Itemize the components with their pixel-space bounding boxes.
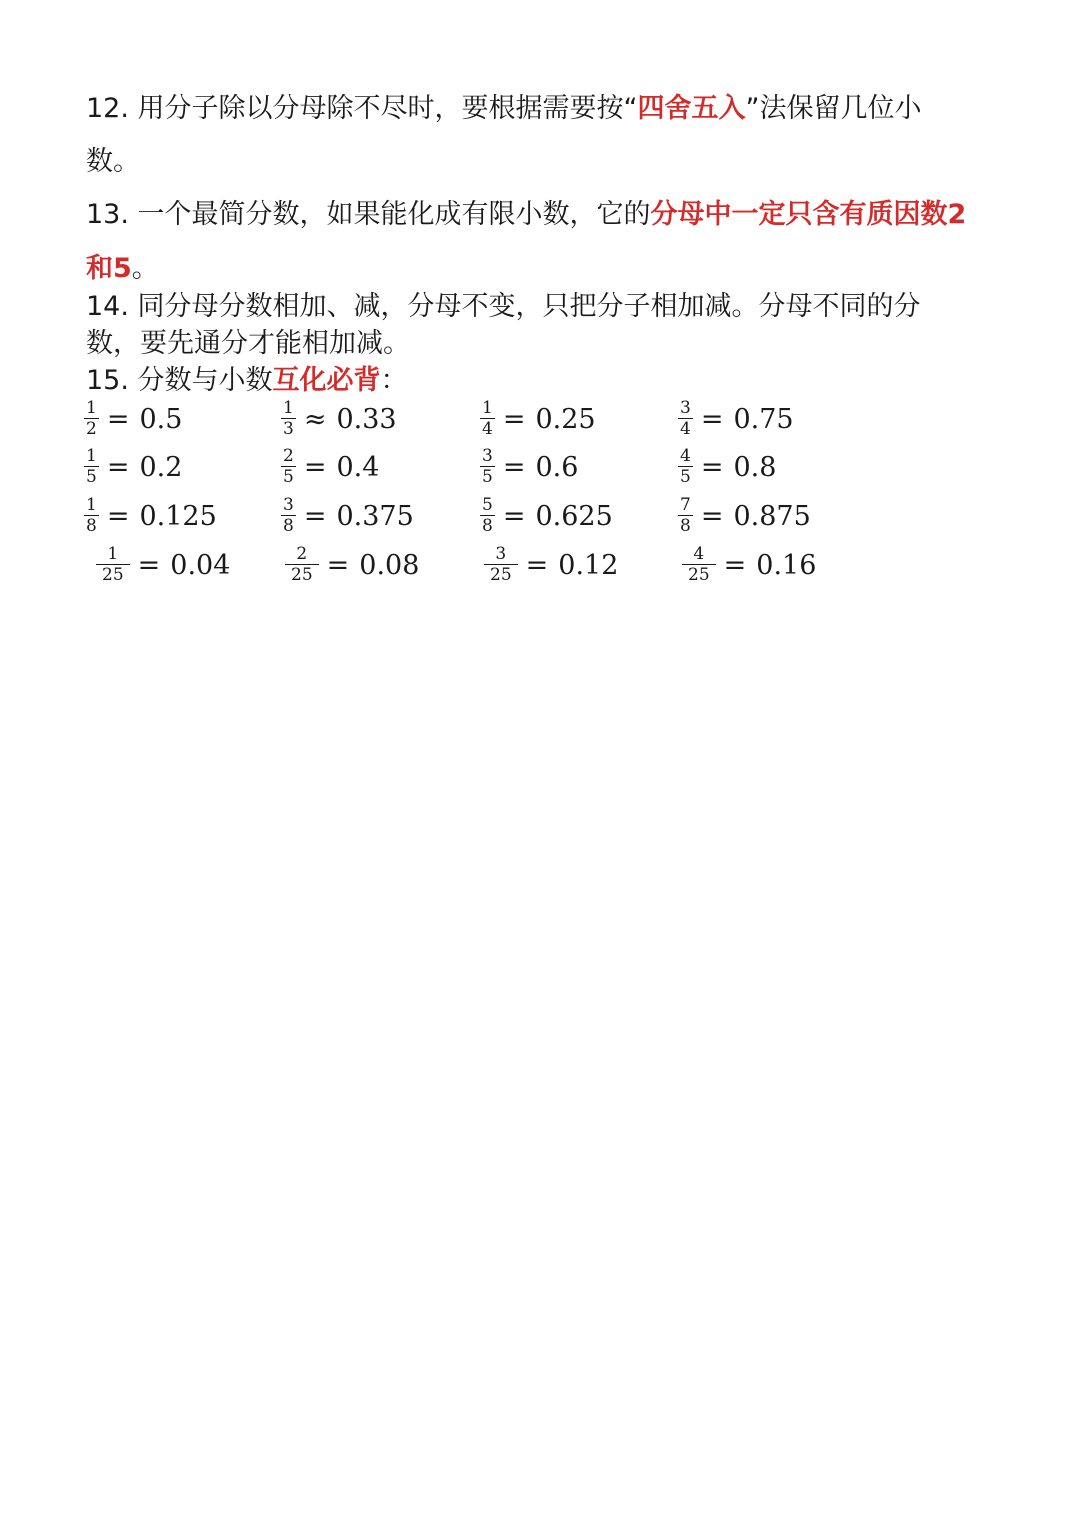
relation-sign: = <box>700 500 724 532</box>
fraction <box>678 448 693 486</box>
relation-sign: = <box>106 403 130 435</box>
fraction-item <box>96 546 230 584</box>
relation-sign: = <box>303 451 327 483</box>
numerator: 4 <box>693 544 705 564</box>
numerator: 3 <box>482 446 493 466</box>
fraction-item <box>480 497 613 535</box>
relation-sign: = <box>326 549 350 581</box>
decimal-value: 0.16 <box>756 549 817 581</box>
relation-sign: = <box>700 451 724 483</box>
fraction <box>96 546 130 584</box>
denominator: 25 <box>484 564 518 584</box>
fraction-item <box>480 448 578 486</box>
fraction <box>281 448 296 486</box>
decimal-value: 0.6 <box>535 451 579 483</box>
fraction-item <box>480 400 596 438</box>
rule-14-line-1: 14. 同分母分数相加、减，分母不变，只把分子相加减。分母不同的分 <box>86 291 921 322</box>
decimal-value: 0.04 <box>170 549 231 581</box>
numerator: 3 <box>495 544 507 564</box>
fraction-item <box>678 497 811 535</box>
fraction <box>682 546 716 584</box>
relation-sign: = <box>303 500 327 532</box>
denominator: 8 <box>482 516 493 536</box>
rule-12-line-1 <box>86 95 922 122</box>
fraction <box>84 497 99 535</box>
denominator: 25 <box>285 564 319 584</box>
fraction <box>480 497 495 535</box>
fraction <box>281 497 296 535</box>
fraction-item <box>678 448 776 486</box>
relation-sign: = <box>525 549 549 581</box>
fraction-item <box>84 497 217 535</box>
fraction <box>480 448 495 486</box>
denominator: 3 <box>283 419 294 439</box>
rule-15-highlight: 互化必背 <box>272 365 381 396</box>
numerator: 1 <box>107 544 119 564</box>
fraction <box>484 546 518 584</box>
decimal-value: 0.125 <box>139 500 217 532</box>
fraction <box>84 448 99 486</box>
decimal-value: 0.375 <box>336 500 414 532</box>
decimal-value: 0.4 <box>336 451 380 483</box>
numerator: 1 <box>86 398 97 418</box>
rule-13-highlight-cont: 和5 <box>86 253 132 284</box>
relation-sign: = <box>502 451 526 483</box>
relation-sign: = <box>106 500 130 532</box>
numerator: 2 <box>283 446 294 466</box>
fraction-item <box>281 400 397 438</box>
rule-12-text-after: ”法保留几位小 <box>745 93 922 124</box>
relation-sign: = <box>502 500 526 532</box>
denominator: 25 <box>96 564 130 584</box>
denominator: 5 <box>86 467 97 487</box>
numerator: 7 <box>680 495 691 515</box>
relation-sign: = <box>502 403 526 435</box>
fraction-item <box>484 546 618 584</box>
fraction-item <box>84 448 182 486</box>
fraction-item <box>84 400 182 438</box>
decimal-value: 0.5 <box>139 403 183 435</box>
fraction-item <box>678 400 794 438</box>
denominator: 5 <box>283 467 294 487</box>
relation-sign: = <box>700 403 724 435</box>
denominator: 8 <box>86 516 97 536</box>
numerator: 4 <box>680 446 691 466</box>
rule-12-line-2: 数。 <box>86 146 140 177</box>
denominator: 5 <box>482 467 493 487</box>
rule-13-text-end: 。 <box>131 253 159 284</box>
rule-13-highlight: 分母中一定只含有质因数2 <box>650 199 967 230</box>
rule-15-heading <box>86 367 408 394</box>
numerator: 1 <box>482 398 493 418</box>
fraction-item <box>281 497 414 535</box>
decimal-value: 0.33 <box>336 403 397 435</box>
numerator: 5 <box>482 495 493 515</box>
decimal-value: 0.75 <box>733 403 794 435</box>
numerator: 1 <box>283 398 294 418</box>
numerator: 3 <box>680 398 691 418</box>
rule-12-highlight: 四舍五入 <box>637 93 746 124</box>
rule-12-text: 12. 用分子除以分母除不尽时，要根据需要按“ <box>86 93 638 124</box>
fraction <box>480 400 495 438</box>
fraction <box>84 400 99 438</box>
denominator: 5 <box>680 467 691 487</box>
denominator: 4 <box>680 419 691 439</box>
rule-13-line-1 <box>86 201 966 228</box>
denominator: 25 <box>682 564 716 584</box>
decimal-value: 0.875 <box>733 500 811 532</box>
numerator: 3 <box>283 495 294 515</box>
fraction-item <box>682 546 816 584</box>
fraction <box>678 400 693 438</box>
fraction <box>678 497 693 535</box>
rule-15-text: 15. 分数与小数 <box>86 365 273 396</box>
fraction <box>281 400 296 438</box>
decimal-value: 0.08 <box>359 549 420 581</box>
decimal-value: 0.12 <box>558 549 619 581</box>
relation-sign: = <box>137 549 161 581</box>
denominator: 4 <box>482 419 493 439</box>
relation-sign: ≈ <box>303 403 327 435</box>
denominator: 8 <box>283 516 294 536</box>
denominator: 2 <box>86 419 97 439</box>
relation-sign: = <box>723 549 747 581</box>
fraction-item <box>285 546 419 584</box>
rule-13-line-2 <box>86 255 159 282</box>
rule-13-text: 13. 一个最简分数，如果能化成有限小数，它的 <box>86 199 651 230</box>
decimal-value: 0.25 <box>535 403 596 435</box>
numerator: 1 <box>86 446 97 466</box>
rule-14-line-2: 数，要先通分才能相加减。 <box>86 328 410 359</box>
rule-15-colon: ： <box>380 365 408 396</box>
denominator: 8 <box>680 516 691 536</box>
fraction-item <box>281 448 379 486</box>
decimal-value: 0.8 <box>733 451 777 483</box>
numerator: 2 <box>296 544 308 564</box>
relation-sign: = <box>106 451 130 483</box>
decimal-value: 0.2 <box>139 451 183 483</box>
numerator: 1 <box>86 495 97 515</box>
fraction <box>285 546 319 584</box>
decimal-value: 0.625 <box>535 500 613 532</box>
